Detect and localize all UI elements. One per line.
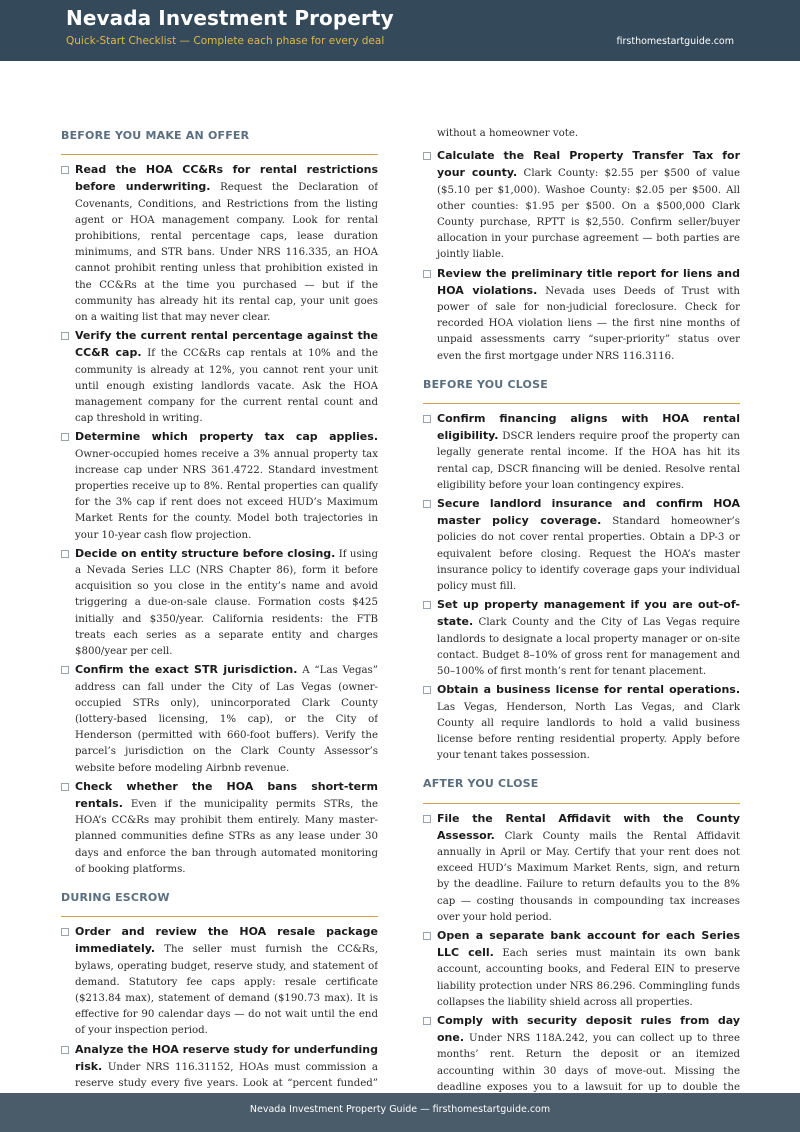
checkbox-icon[interactable]: [423, 500, 431, 508]
checkbox-icon[interactable]: [61, 433, 69, 441]
checklist-item: [61, 162, 378, 326]
item-lead: Verify the current rental percentage against the CC&R cap.: [75, 329, 378, 360]
item-lead: Confirm the exact STR jurisdiction.: [75, 663, 298, 677]
checklist-item: [423, 1013, 740, 1093]
checkbox-icon[interactable]: [61, 332, 69, 340]
checklist-item: [61, 779, 378, 878]
item-lead: Set up property management if you are out-of-state.: [437, 598, 740, 629]
item-lead: Decide on entity structure before closing.: [75, 546, 336, 560]
checkbox-icon[interactable]: [61, 1046, 69, 1054]
checkbox-icon[interactable]: [423, 686, 431, 694]
item-lead: Comply with security deposit rules from day one.: [437, 1013, 740, 1045]
right-column: [423, 116, 740, 1093]
checkbox-icon[interactable]: [61, 666, 69, 674]
item-lead: Secure landlord insurance and confirm HOA master policy coverage.: [437, 497, 740, 528]
checklist-item: [61, 328, 378, 427]
checkbox-icon[interactable]: [423, 1017, 431, 1025]
checklist-item: [61, 924, 378, 1039]
checkbox-icon[interactable]: [61, 166, 69, 174]
item-lead: Check whether the HOA bans short-term rentals.: [75, 779, 378, 810]
item-body: Las Vegas, Henderson, North Las Vegas, and Clark County all require landlords to hold a valid business license before renting residential property. Apply before your tenant takes possession.: [437, 701, 740, 762]
item-body: Each series must maintain its own bank account, accounting books, and Federal EIN to preserve liability protection under NRS 86.296. Commingling funds collapses the liability shield across all properties.: [437, 948, 740, 1008]
item-lead: Obtain a business license for rental operations.: [437, 683, 740, 697]
item-body: If using a Nevada Series LLC (NRS Chapter 86), form it before acquisition so you close in the entity’s name and avoid triggering a due-on-sale clause. Formation costs $425 initially and $350/year. California residents: the FTB treats each series as a separate entity and charges $800/year per cell.: [75, 548, 378, 658]
section-heading-after-close: AFTER YOU CLOSE: [423, 764, 740, 803]
item-body: A “Las Vegas” address can fall under the City of Las Vegas (owner-occupied STRs only), unincorporated Clark County (lottery-based licensing, 1% cap), or the City of Henderson (permitted with 660-foot buffers). Verify the parcel’s jurisdiction on the Clark County Assessor’s website before modeling Airbnb revenue.: [75, 665, 378, 774]
item-lead: Read the HOA CC&Rs for rental restrictions before underwriting.: [75, 163, 378, 194]
checkbox-icon[interactable]: [61, 783, 69, 791]
left-column: [61, 116, 378, 1093]
checklist-item: [423, 928, 740, 1011]
page-subtitle: Quick-Start Checklist — Complete each phase for every deal: [66, 35, 385, 47]
checklist-item: [423, 148, 740, 263]
page-header: [0, 0, 800, 61]
checklist-item: [423, 266, 740, 365]
footer-text: Nevada Investment Property Guide — firsthomestartguide.com: [249, 1104, 551, 1115]
item-lead: Review the preliminary title report for liens and HOA violations.: [437, 266, 740, 297]
item-lead: Calculate the Real Property Transfer Tax for your county.: [437, 149, 740, 180]
page-title: Nevada Investment Property: [66, 6, 394, 30]
checklist-item: [423, 496, 740, 595]
checklist-item: [423, 682, 740, 764]
item-body: If the CC&Rs cap rentals at 10% and the community is already at 12%, you cannot rent your unit until enough existing landlords vacate. Ask the HOA management company for the current rental count and cap threshold in writing.: [75, 348, 378, 425]
item-body: The seller must furnish the CC&Rs, bylaws, operating budget, reserve study, and statement of demand. Statutory fee caps apply: resale certificate ($213.84 max), statement of demand ($190.73 max). It is effective for 90 calendar days — do not wait until the end of your inspection period.: [75, 944, 378, 1037]
checklist-item: [61, 662, 378, 776]
item-body: Clark County: $2.55 per $500 of value ($5.10 per $1,000). Washoe County: $2.05 per $500. All other counties: $1.95 per $500. On a $500,000 Clark County purchase, RPTT is $2,550. Confirm seller/buyer allocation in your purchase agreement — both parties are jointly liable.: [437, 168, 740, 261]
checkbox-icon[interactable]: [61, 550, 69, 558]
checklist-item: [61, 1042, 378, 1093]
section-heading-before-offer: BEFORE YOU MAKE AN OFFER: [61, 116, 378, 155]
section-heading-during-escrow: DURING ESCROW: [61, 878, 378, 917]
checklist-item: [61, 546, 378, 660]
item-body: Under NRS 118A.242, you can collect up to three months’ rent. Return the deposit or an itemized accounting within 30 days of move-out. Missing the deadline exposes you to a lawsuit for up to double the: [437, 1033, 740, 1093]
item-continuation: without a homeowner vote.: [437, 128, 579, 139]
checkbox-icon[interactable]: [423, 270, 431, 278]
item-body: Owner-occupied homes receive a 3% annual property tax increase cap under NRS 361.4722. Standard investment properties receive up to 8%. Rental properties can qualify for the 3% cap if rent does not exceed HUD’s Maximum Market Rents for the county. Model both trajectories in your 10-year cash flow projection.: [75, 448, 378, 541]
checkbox-icon[interactable]: [423, 815, 431, 823]
checkbox-icon[interactable]: [423, 601, 431, 609]
item-body: Nevada uses Deeds of Trust with power of sale for non-judicial foreclosure. Check for recorded HOA violation liens — the first nine months of unpaid assessments carry “super-priority” status over even the first mortgage under NRS 116.3116.: [437, 285, 740, 362]
item-body: Under NRS 116.31152, HOAs must commission a reserve study every five years. Look at “percent funded”: [75, 1061, 378, 1089]
item-body: Clark County mails the Rental Affidavit annually in April or May. Certify that your rent does not exceed HUD’s Maximum Market Rents, sign, and return by the deadline. Failure to return defaults you to the 8% cap — costing thousands in compounding tax increases over your hold period.: [437, 830, 740, 923]
item-body: Standard homeowner’s policies do not cover rental properties. Obtain a DP-3 or equivalent before closing. Request the HOA’s master insurance policy to identify coverage gaps your individual policy must fill.: [437, 516, 740, 593]
item-body: DSCR lenders require proof the property can legally generate rental income. If the HOA has hit its rental cap, DSCR financing will be denied. Resolve rental eligibility before your loan contingency expires.: [437, 431, 740, 491]
item-body: Clark County and the City of Las Vegas require landlords to designate a local property manager or on-site contact. Budget 8–10% of gross rent for management and 50–100% of first month’s rent for tenant placement.: [437, 617, 740, 678]
item-lead: File the Rental Affidavit with the County Assessor.: [437, 811, 740, 842]
page-footer: [0, 1093, 800, 1132]
checkbox-icon[interactable]: [423, 415, 431, 423]
checklist-item: [423, 811, 740, 926]
item-lead: Determine which property tax cap applies.: [75, 430, 378, 444]
item-body: Request the Declaration of Covenants, Conditions, and Restrictions from the listing agent or HOA management company. Look for rental prohibitions, rental percentage caps, lease duration minimums, and STR bans. Under NRS 116.335, an HOA cannot prohibit renting unless that prohibition existed in the CC&Rs at the time you purchased — but if the community has already hit its rental cap, your unit goes on a waiting list that may never clear.: [75, 182, 378, 324]
item-lead: Analyze the HOA reserve study for underfunding risk.: [75, 1042, 378, 1073]
item-lead: Open a separate bank account for each Series LLC cell.: [437, 928, 740, 960]
item-lead: Confirm financing aligns with HOA rental eligibility.: [437, 412, 740, 443]
checkbox-icon[interactable]: [423, 932, 431, 940]
checkbox-icon[interactable]: [423, 152, 431, 160]
checklist-item: [423, 597, 740, 680]
checklist-item: [423, 411, 740, 494]
header-site-url: firsthomestartguide.com: [616, 36, 734, 47]
checklist-item: [61, 429, 378, 543]
checkbox-icon[interactable]: [61, 928, 69, 936]
item-body: Even if the municipality permits STRs, the HOA’s CC&Rs may prohibit them entirely. Many master-planned communities define STRs as any lease under 30 days and enforce the ban through automated monitoring of booking platforms.: [75, 798, 378, 875]
section-heading-before-close: BEFORE YOU CLOSE: [423, 365, 740, 404]
item-lead: Order and review the HOA resale package immediately.: [75, 925, 378, 956]
